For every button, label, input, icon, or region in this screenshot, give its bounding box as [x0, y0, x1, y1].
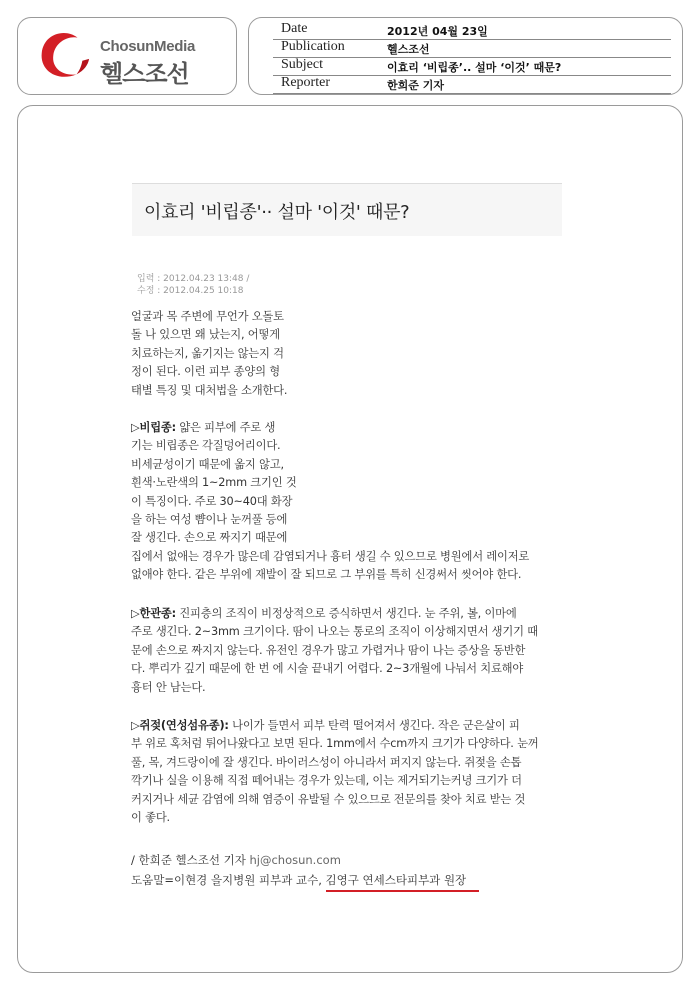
publication-value: 헬스조선: [387, 43, 430, 56]
byline: [131, 851, 341, 869]
meta-box: [248, 17, 683, 95]
chosun-media-logo-icon: [34, 26, 92, 84]
modified-date: 수정 : 2012.04.25 10:18: [137, 286, 244, 296]
section-line: 커지거나 세균 감염에 의해 염증이 유발될 수 있으므로 전문의를 찾아 치료 받는 것: [131, 792, 526, 806]
section-line: 을 하는 여성 뺨이나 눈꺼풀 등에: [131, 513, 288, 527]
article-dates: [137, 273, 249, 297]
intro-line: 태별 특징 및 대처법을 소개한다.: [131, 383, 288, 397]
logo-box: [17, 17, 237, 95]
input-date: 입력 : 2012.04.23 13:48 /: [137, 274, 250, 284]
section-line: 다. 뿌리가 깊기 때문에 한 번 에 시술 끝내기 어렵다. 2~3개월에 나눠서 치료해야: [131, 662, 524, 676]
section-line: 이 좋다.: [131, 811, 170, 825]
reporter-label: Reporter: [281, 75, 330, 90]
date-value: 2012년 04월 23일: [387, 25, 488, 38]
intro-line: 얼굴과 목 주변에 무언가 오돌토: [131, 310, 284, 323]
section-line: 흉터 안 남는다.: [131, 680, 206, 694]
section-line: 주로 생긴다. 2~3mm 크기이다. 땀이 나오는 통로의 조직이 이상해지면서 생기기 때: [131, 625, 538, 639]
meta-row-reporter: [273, 74, 671, 94]
section-line: [131, 717, 539, 735]
section-syringoma: [131, 605, 538, 697]
section-line: [131, 419, 529, 437]
byline-text: / 한희준 헬스조선 기자: [131, 853, 250, 867]
section-skin-tag-heading: ▷쥐젖(연성섬유종):: [131, 719, 229, 732]
section-line: 이 특징이다. 주로 30~40대 화장: [131, 494, 293, 508]
section-line: 없애야 한다. 같은 부위에 재발이 잘 되므로 그 부위를 특히 신경써서 씻어야 한다.: [131, 568, 522, 582]
logo-english-text: ChosunMedia: [100, 38, 196, 55]
publication-label: Publication: [281, 39, 345, 54]
highlight-underline: [326, 890, 479, 892]
credit-highlight: 김영구 연세스타피부과 원장: [325, 873, 467, 887]
section-line: 비세균성이기 때문에 옮지 않고,: [131, 457, 284, 471]
section-line-text: 얇은 피부에 주로 생: [175, 421, 276, 434]
section-line-text: 진피층의 조직이 비정상적으로 증식하면서 생긴다. 눈 주위, 볼, 이마에: [175, 607, 517, 620]
subject-label: Subject: [281, 57, 323, 72]
headline-box: [132, 183, 562, 236]
credit: [131, 871, 466, 889]
intro-line: 정이 된다. 이런 피부 종양의 형: [131, 365, 280, 379]
credit-prefix: 도움말=이현경 을지병원 피부과 교수,: [131, 873, 326, 887]
section-line: 기는 비립종은 각질덩어리이다.: [131, 439, 281, 453]
byline-email: hj@chosun.com: [249, 853, 341, 867]
section-milia: [131, 419, 529, 585]
meta-row-publication: [273, 38, 671, 58]
intro-line: 돌 나 있으면 왜 났는지, 어떻게: [131, 328, 280, 342]
section-syringoma-heading: ▷한관종:: [131, 607, 176, 620]
section-line: [131, 605, 538, 623]
section-line: 집에서 없애는 경우가 많은데 감염되거나 흉터 생길 수 있으므로 병원에서 레이저로: [131, 549, 530, 563]
logo-korean-text: 헬스조선: [100, 60, 189, 88]
meta-row-date: [273, 20, 671, 40]
section-line: 부 위로 혹처럼 튀어나왔다고 보면 된다. 1mm에서 수cm까지 크기가 다양하다. 눈꺼: [131, 737, 539, 751]
section-line-text: 나이가 들면서 피부 탄력 떨어져서 생긴다. 작은 군은살이 피: [228, 719, 520, 732]
section-line: 흰색·노란색의 1~2mm 크기인 것: [131, 476, 297, 490]
intro-line: 치료하는지, 옮기지는 않는지 걱: [131, 346, 284, 360]
section-skin-tag: [131, 717, 539, 827]
section-line: 풀, 목, 겨드랑이에 잘 생긴다. 바이러스성이 아니라서 퍼지지 않는다. 쥐젖을 손톱: [131, 755, 522, 769]
meta-row-subject: [273, 56, 671, 76]
reporter-value: 한희준 기자: [387, 79, 444, 92]
section-milia-heading: ▷비립종:: [131, 421, 176, 434]
article-headline: 이효리 '비립종'·· 설마 '이것' 때문?: [144, 202, 410, 223]
section-line: 깍기나 실을 이용해 직접 떼어내는 경우가 있는데, 이는 제거되기는커녕 크기가 더: [131, 774, 522, 788]
date-label: Date: [281, 21, 308, 36]
subject-value: 이효리 ‘비립종’.. 설마 ‘이것’ 때문?: [387, 61, 562, 74]
section-line: 잘 생긴다. 손으로 짜지기 때문에: [131, 531, 288, 545]
intro-paragraph: [131, 308, 287, 400]
section-line: 문에 손으로 짜지지 않는다. 유전인 경우가 많고 가렵거나 땀이 나는 증상을 동반한: [131, 643, 526, 657]
